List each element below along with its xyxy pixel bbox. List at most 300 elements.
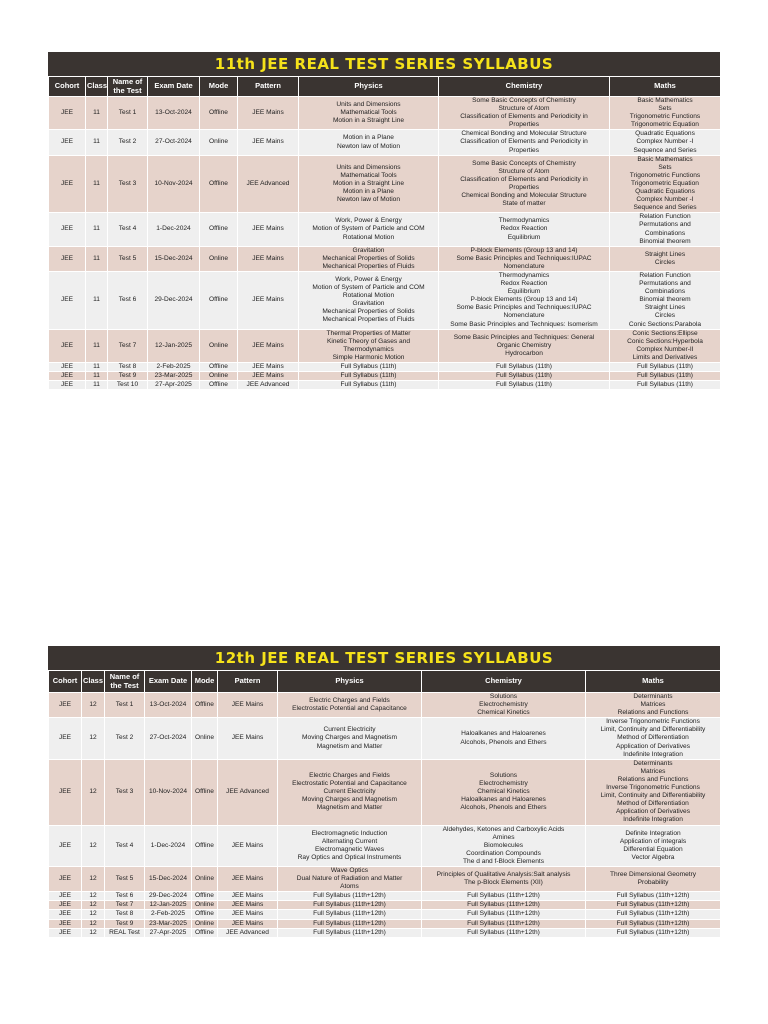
cell-class: 11: [86, 363, 108, 372]
cell-date: 27-Apr-2025: [145, 928, 192, 937]
maths-topic: Full Syllabus (11th): [637, 381, 693, 389]
physics-topic: Moving Charges and Magnetism: [302, 796, 397, 804]
cell-cohort: JEE: [49, 155, 86, 213]
cell-test: Test 3: [108, 155, 148, 213]
cell-mode: Online: [200, 246, 238, 271]
cell-cohort: JEE: [49, 910, 82, 919]
chemistry-topic: Properties: [508, 121, 540, 129]
maths-topic: Conic Sections:Hyperbola: [627, 337, 703, 345]
cell-physics: [278, 892, 422, 901]
maths-topic: Full Syllabus (11th+12th): [616, 928, 690, 936]
physics-topic: Motion in a Plane: [343, 134, 394, 142]
maths-topic: Full Syllabus (11th+12th): [616, 901, 690, 909]
table-row: [49, 381, 721, 390]
chemistry-topic: Aldehydes, Ketones and Carboxylic Acids: [442, 825, 565, 833]
cell-physics: [278, 866, 422, 891]
cell-chemistry: [422, 693, 586, 718]
physics-topic: Motion of System of Particle and COM: [312, 284, 425, 292]
cell-cohort: JEE: [49, 213, 86, 246]
cell-maths: [610, 213, 721, 246]
maths-topic: Full Syllabus (11th): [637, 372, 693, 380]
chemistry-topic: Structure of Atom: [498, 167, 550, 175]
syllabus-sheet-12th: [48, 646, 720, 938]
cell-maths: [586, 759, 721, 825]
physics-topic: Full Syllabus (11th): [340, 372, 397, 380]
physics-topic: Dual Nature of Radiation and Matter: [296, 875, 403, 883]
cell-pattern: JEE Mains: [238, 97, 299, 130]
chemistry-topic: Full Syllabus (11th+12th): [467, 919, 540, 927]
syllabus-sheet-11th: [48, 52, 720, 390]
chemistry-topic: Structure of Atom: [498, 105, 550, 113]
maths-topic: Limits and Derivatives: [632, 353, 698, 361]
cell-test: Test 4: [108, 213, 148, 246]
cell-date: 2-Feb-2025: [145, 910, 192, 919]
cell-test: Test 7: [105, 901, 145, 910]
cell-cohort: JEE: [49, 363, 86, 372]
column-header-maths: Maths: [586, 671, 721, 693]
cell-mode: Online: [192, 901, 218, 910]
chemistry-topic: Coordination Compounds: [466, 849, 541, 857]
column-header-exam-date: Exam Date: [148, 77, 200, 97]
physics-topic: Full Syllabus (11th): [340, 363, 397, 370]
physics-topic: Full Syllabus (11th+12th): [313, 892, 386, 900]
cell-test: Test 6: [105, 892, 145, 901]
maths-topic: Matrices: [640, 701, 666, 709]
chemistry-topic: Redox Reaction: [500, 280, 548, 288]
cell-pattern: JEE Mains: [238, 372, 299, 381]
chemistry-topic: Chemical Bonding and Molecular Structure: [461, 192, 587, 200]
chemistry-topic: Solutions: [489, 693, 518, 700]
cell-physics: [278, 910, 422, 919]
cell-mode: Offline: [200, 363, 238, 372]
cell-mode: Online: [200, 130, 238, 155]
physics-topic: Electric Charges and Fields: [309, 697, 390, 705]
cell-class: 12: [82, 910, 105, 919]
cell-date: 12-Jan-2025: [145, 901, 192, 910]
maths-topic: Differential Equation: [623, 845, 683, 853]
maths-topic: Probability: [637, 879, 669, 887]
sheet-title: 12th JEE REAL TEST SERIES SYLLABUS: [48, 646, 720, 670]
chemistry-topic: Full Syllabus (11th+12th): [467, 892, 540, 900]
physics-topic: Work, Power & Energy: [335, 276, 402, 284]
chemistry-topic: P-block Elements (Group 13 and 14): [470, 296, 578, 304]
physics-topic: Thermodynamics: [343, 345, 394, 353]
cell-mode: Offline: [192, 928, 218, 937]
cell-cohort: JEE: [49, 825, 82, 866]
maths-topic: Basic Mathematics: [637, 97, 693, 104]
chemistry-topic: Electrochemistry: [479, 779, 528, 787]
maths-topic: Application of integrals: [619, 837, 687, 845]
physics-topic: Mechanical Properties of Fluids: [322, 316, 415, 324]
maths-topic: Full Syllabus (11th+12th): [616, 910, 690, 918]
cell-pattern: JEE Advanced: [218, 759, 278, 825]
cell-cohort: JEE: [49, 901, 82, 910]
cell-class: 12: [82, 693, 105, 718]
chemistry-topic: Classification of Elements and Periodicity in: [460, 175, 588, 183]
cell-test: Test 9: [105, 919, 145, 928]
cell-physics: [278, 919, 422, 928]
cell-pattern: JEE Advanced: [218, 928, 278, 937]
maths-topic: Indefinite Integration: [623, 750, 683, 758]
cell-chemistry: [439, 381, 610, 390]
cell-maths: [586, 866, 721, 891]
cell-class: 11: [86, 381, 108, 390]
syllabus-table: [48, 76, 721, 390]
physics-topic: Motion in a Plane: [343, 188, 394, 196]
cell-date: 2-Feb-2025: [148, 363, 200, 372]
cell-chemistry: [422, 910, 586, 919]
physics-topic: Mechanical Properties of Solids: [322, 308, 415, 316]
cell-cohort: JEE: [49, 718, 82, 759]
cell-pattern: JEE Mains: [218, 718, 278, 759]
cell-test: Test 1: [105, 693, 145, 718]
cell-maths: [586, 825, 721, 866]
chemistry-topic: The d and f-Block Elements: [463, 857, 544, 865]
cell-maths: [586, 910, 721, 919]
cell-mode: Offline: [192, 910, 218, 919]
cell-pattern: JEE Mains: [218, 892, 278, 901]
cell-test: Test 5: [105, 866, 145, 891]
cell-physics: [299, 363, 439, 372]
cell-chemistry: [439, 155, 610, 213]
maths-topic: Full Syllabus (11th+12th): [616, 892, 690, 900]
cell-mode: Offline: [200, 381, 238, 390]
cell-date: 15-Dec-2024: [145, 866, 192, 891]
cell-chemistry: [422, 825, 586, 866]
cell-test: Test 8: [108, 363, 148, 372]
chemistry-topic: Amines: [492, 833, 515, 841]
cell-physics: [278, 901, 422, 910]
chemistry-topic: Classification of Elements and Periodicity in: [460, 138, 588, 146]
physics-topic: Units and Dimensions: [336, 101, 401, 109]
cell-pattern: JEE Advanced: [238, 381, 299, 390]
chemistry-topic: Classification of Elements and Periodicity in: [460, 113, 588, 121]
cell-chemistry: [422, 718, 586, 759]
physics-topic: Electrostatic Potential and Capacitance: [292, 705, 407, 713]
column-header-exam-date: Exam Date: [145, 671, 192, 693]
maths-topic: Complex Number-II: [636, 345, 694, 353]
physics-topic: Kinetic Theory of Gases and: [326, 337, 411, 345]
cell-class: 12: [82, 928, 105, 937]
cell-physics: [299, 97, 439, 130]
table-row: [49, 97, 721, 130]
cell-physics: [299, 381, 439, 390]
maths-topic: Determinants: [633, 693, 673, 700]
table-row: [49, 693, 721, 718]
physics-topic: Magnetism and Matter: [316, 804, 383, 812]
maths-topic: Sets: [658, 163, 672, 171]
maths-topic: Basic Mathematics: [637, 155, 693, 163]
maths-topic: Sets: [658, 105, 672, 113]
maths-topic: Trigonometric Equation: [631, 121, 699, 129]
column-header-mode: Mode: [192, 671, 218, 693]
cell-pattern: JEE Mains: [238, 213, 299, 246]
physics-topic: Full Syllabus (11th+12th): [313, 901, 386, 909]
cell-test: Test 1: [108, 97, 148, 130]
maths-topic: Determinants: [633, 759, 673, 767]
maths-topic: Circles: [654, 258, 676, 266]
chemistry-topic: Some Basic Concepts of Chemistry: [472, 97, 576, 104]
chemistry-topic: Full Syllabus (11th+12th): [467, 928, 540, 936]
cell-physics: [299, 213, 439, 246]
physics-topic: Electrostatic Potential and Capacitance: [292, 779, 407, 787]
cell-chemistry: [439, 363, 610, 372]
physics-topic: Current Electricity: [323, 788, 376, 796]
maths-topic: Trigonometric Functions: [629, 171, 701, 179]
cell-chemistry: [439, 372, 610, 381]
cell-class: 11: [86, 130, 108, 155]
chemistry-topic: Thermodynamics: [498, 271, 550, 279]
chemistry-topic: Chemical Bonding and Molecular Structure: [461, 130, 587, 138]
table-row: [49, 213, 721, 246]
cell-maths: [586, 892, 721, 901]
cell-test: Test 7: [108, 329, 148, 362]
cell-cohort: JEE: [49, 928, 82, 937]
maths-topic: Vector Algebra: [631, 853, 675, 861]
chemistry-topic: Alcohols, Phenols and Ethers: [460, 738, 547, 746]
cell-maths: [586, 919, 721, 928]
cell-test: Test 6: [108, 271, 148, 329]
cell-physics: [278, 825, 422, 866]
cell-maths: [610, 363, 721, 372]
cell-mode: Offline: [192, 759, 218, 825]
cell-test: Test 10: [108, 381, 148, 390]
sheet-title: 11th JEE REAL TEST SERIES SYLLABUS: [48, 52, 720, 76]
cell-physics: [278, 928, 422, 937]
maths-topic: Limit, Continuity and Differentiability: [600, 792, 706, 800]
cell-cohort: JEE: [49, 381, 86, 390]
maths-topic: Quadratic Equations: [635, 188, 695, 196]
column-header-physics: Physics: [299, 77, 439, 97]
table-row: [49, 372, 721, 381]
cell-pattern: JEE Mains: [238, 246, 299, 271]
cell-physics: [299, 130, 439, 155]
chemistry-topic: Some Basic Concepts of Chemistry: [472, 159, 576, 167]
cell-date: 27-Apr-2025: [148, 381, 200, 390]
table-row: [49, 901, 721, 910]
cell-maths: [586, 928, 721, 937]
cell-chemistry: [439, 130, 610, 155]
cell-cohort: JEE: [49, 892, 82, 901]
cell-mode: Offline: [200, 271, 238, 329]
physics-topic: Ray Optics and Optical Instruments: [297, 853, 402, 861]
column-header-pattern: Pattern: [238, 77, 299, 97]
cell-maths: [610, 246, 721, 271]
maths-topic: Binomial theorem: [639, 237, 691, 245]
chemistry-topic: Thermodynamics: [498, 217, 550, 225]
chemistry-topic: Properties: [508, 146, 540, 154]
cell-mode: Offline: [200, 213, 238, 246]
column-header-test-name: Name of the Test: [108, 77, 148, 97]
cell-date: 29-Dec-2024: [145, 892, 192, 901]
cell-test: Test 5: [108, 246, 148, 271]
cell-test: Test 2: [105, 718, 145, 759]
maths-topic: Application of Derivatives: [615, 808, 691, 816]
maths-topic: Trigonometric Equation: [631, 179, 699, 187]
physics-topic: Full Syllabus (11th+12th): [313, 910, 386, 918]
chemistry-topic: Some Basic Principles and Techniques: Isomerism: [450, 320, 598, 328]
cell-date: 27-Oct-2024: [148, 130, 200, 155]
column-header-chemistry: Chemistry: [439, 77, 610, 97]
physics-topic: Wave Optics: [330, 866, 369, 874]
cell-mode: Online: [200, 329, 238, 362]
cell-physics: [299, 246, 439, 271]
cell-test: Test 2: [108, 130, 148, 155]
physics-topic: Motion in a Straight Line: [332, 179, 405, 187]
maths-topic: Relations and Functions: [617, 775, 689, 783]
chemistry-topic: Some Basic Principles and Techniques:IUPAC: [456, 254, 592, 262]
physics-topic: Alternating Current: [321, 837, 378, 845]
maths-topic: Trigonometric Functions: [629, 113, 701, 121]
cell-physics: [299, 372, 439, 381]
cell-pattern: JEE Mains: [238, 130, 299, 155]
cell-chemistry: [422, 892, 586, 901]
cell-physics: [278, 693, 422, 718]
chemistry-topic: Solutions: [489, 771, 518, 779]
maths-topic: Indefinite Integration: [623, 816, 683, 824]
physics-topic: Simple Harmonic Motion: [332, 353, 405, 361]
cell-pattern: JEE Advanced: [238, 155, 299, 213]
chemistry-topic: Full Syllabus (11th+12th): [467, 910, 540, 918]
table-row: [49, 155, 721, 213]
chemistry-topic: Some Basic Principles and Techniques: General: [453, 333, 595, 341]
chemistry-topic: Nomenclature: [503, 262, 545, 270]
cell-chemistry: [439, 246, 610, 271]
cell-cohort: JEE: [49, 919, 82, 928]
table-row: [49, 329, 721, 362]
cell-date: 23-Mar-2025: [145, 919, 192, 928]
maths-topic: Conic Sections:Parabola: [628, 320, 702, 328]
cell-chemistry: [422, 866, 586, 891]
cell-mode: Offline: [192, 825, 218, 866]
table-row: [49, 759, 721, 825]
maths-topic: Method of Differentiation: [617, 800, 689, 808]
cell-chemistry: [439, 213, 610, 246]
maths-topic: Combinations: [644, 229, 686, 237]
chemistry-topic: Nomenclature: [503, 312, 545, 320]
table-row: [49, 271, 721, 329]
physics-topic: Electromagnetic Induction: [311, 829, 388, 837]
cell-class: 11: [86, 329, 108, 362]
chemistry-topic: Full Syllabus (11th): [496, 363, 552, 370]
maths-topic: Circles: [654, 312, 676, 320]
cell-date: 13-Oct-2024: [145, 693, 192, 718]
table-row: [49, 363, 721, 372]
cell-maths: [610, 130, 721, 155]
cell-class: 12: [82, 892, 105, 901]
maths-topic: Relation Function: [639, 213, 691, 221]
cell-mode: Offline: [200, 155, 238, 213]
cell-cohort: JEE: [49, 693, 82, 718]
chemistry-topic: Organic Chemistry: [496, 341, 552, 349]
cell-pattern: JEE Mains: [218, 825, 278, 866]
cell-date: 27-Oct-2024: [145, 718, 192, 759]
cell-chemistry: [422, 759, 586, 825]
column-header-chemistry: Chemistry: [422, 671, 586, 693]
cell-maths: [610, 271, 721, 329]
cell-cohort: JEE: [49, 97, 86, 130]
column-header-class: Class: [86, 77, 108, 97]
cell-chemistry: [422, 928, 586, 937]
physics-topic: Rotational Motion: [342, 292, 395, 300]
cell-class: 12: [82, 825, 105, 866]
maths-topic: Relation Function: [639, 271, 691, 279]
maths-topic: Quadratic Equations: [635, 130, 695, 138]
physics-topic: Magnetism and Matter: [316, 742, 383, 750]
maths-topic: Sequence and Series: [633, 146, 697, 154]
chemistry-topic: The p-Block Elements (XII): [464, 879, 543, 887]
cell-physics: [299, 271, 439, 329]
physics-topic: Thermal Properties of Matter: [326, 329, 411, 337]
chemistry-topic: Properties: [508, 183, 540, 191]
cell-test: Test 4: [105, 825, 145, 866]
physics-topic: Moving Charges and Magnetism: [302, 734, 397, 742]
chemistry-topic: Full Syllabus (11th): [496, 381, 552, 389]
cell-cohort: JEE: [49, 130, 86, 155]
physics-topic: Newton law of Motion: [336, 196, 401, 204]
chemistry-topic: Redox Reaction: [500, 225, 548, 233]
cell-class: 12: [82, 718, 105, 759]
maths-topic: Matrices: [640, 767, 666, 775]
maths-topic: Conic Sections:Ellipse: [632, 329, 698, 337]
cell-pattern: JEE Mains: [238, 271, 299, 329]
physics-topic: Gravitation: [352, 246, 385, 254]
syllabus-table: [48, 670, 721, 938]
maths-topic: Straight Lines: [644, 304, 686, 312]
cell-maths: [610, 97, 721, 130]
cell-mode: Online: [192, 919, 218, 928]
cell-class: 11: [86, 372, 108, 381]
maths-topic: Three Dimensional Geometry: [609, 871, 697, 879]
chemistry-topic: Some Basic Principles and Techniques:IUPAC: [456, 304, 592, 312]
maths-topic: Combinations: [644, 288, 686, 296]
cell-mode: Offline: [192, 892, 218, 901]
cell-chemistry: [439, 97, 610, 130]
column-header-mode: Mode: [200, 77, 238, 97]
cell-pattern: JEE Mains: [218, 919, 278, 928]
cell-physics: [299, 329, 439, 362]
chemistry-topic: Full Syllabus (11th): [496, 372, 552, 380]
maths-topic: Complex Number -I: [636, 138, 694, 146]
cell-class: 12: [82, 901, 105, 910]
cell-maths: [610, 381, 721, 390]
column-header-pattern: Pattern: [218, 671, 278, 693]
chemistry-topic: Electrochemistry: [479, 701, 528, 709]
physics-topic: Full Syllabus (11th+12th): [313, 928, 386, 936]
cell-class: 11: [86, 246, 108, 271]
cell-chemistry: [422, 919, 586, 928]
cell-test: Test 9: [108, 372, 148, 381]
chemistry-topic: Biomolecules: [483, 841, 524, 849]
table-row: [49, 892, 721, 901]
cell-maths: [610, 372, 721, 381]
column-header-class: Class: [82, 671, 105, 693]
physics-topic: Electromagnetic Waves: [314, 845, 384, 853]
maths-topic: Definite Integration: [625, 829, 681, 837]
cell-class: 12: [82, 866, 105, 891]
cell-maths: [586, 693, 721, 718]
column-header-maths: Maths: [610, 77, 721, 97]
chemistry-topic: Equilibrium: [507, 288, 541, 296]
maths-topic: Sequence and Series: [633, 204, 697, 212]
maths-topic: Method of Differentiation: [617, 734, 689, 742]
maths-topic: Limit, Continuity and Differentiability: [600, 726, 706, 734]
cell-physics: [278, 759, 422, 825]
column-header-test-name: Name of the Test: [105, 671, 145, 693]
physics-topic: Atoms: [340, 883, 359, 891]
cell-physics: [299, 155, 439, 213]
cell-pattern: JEE Mains: [218, 901, 278, 910]
